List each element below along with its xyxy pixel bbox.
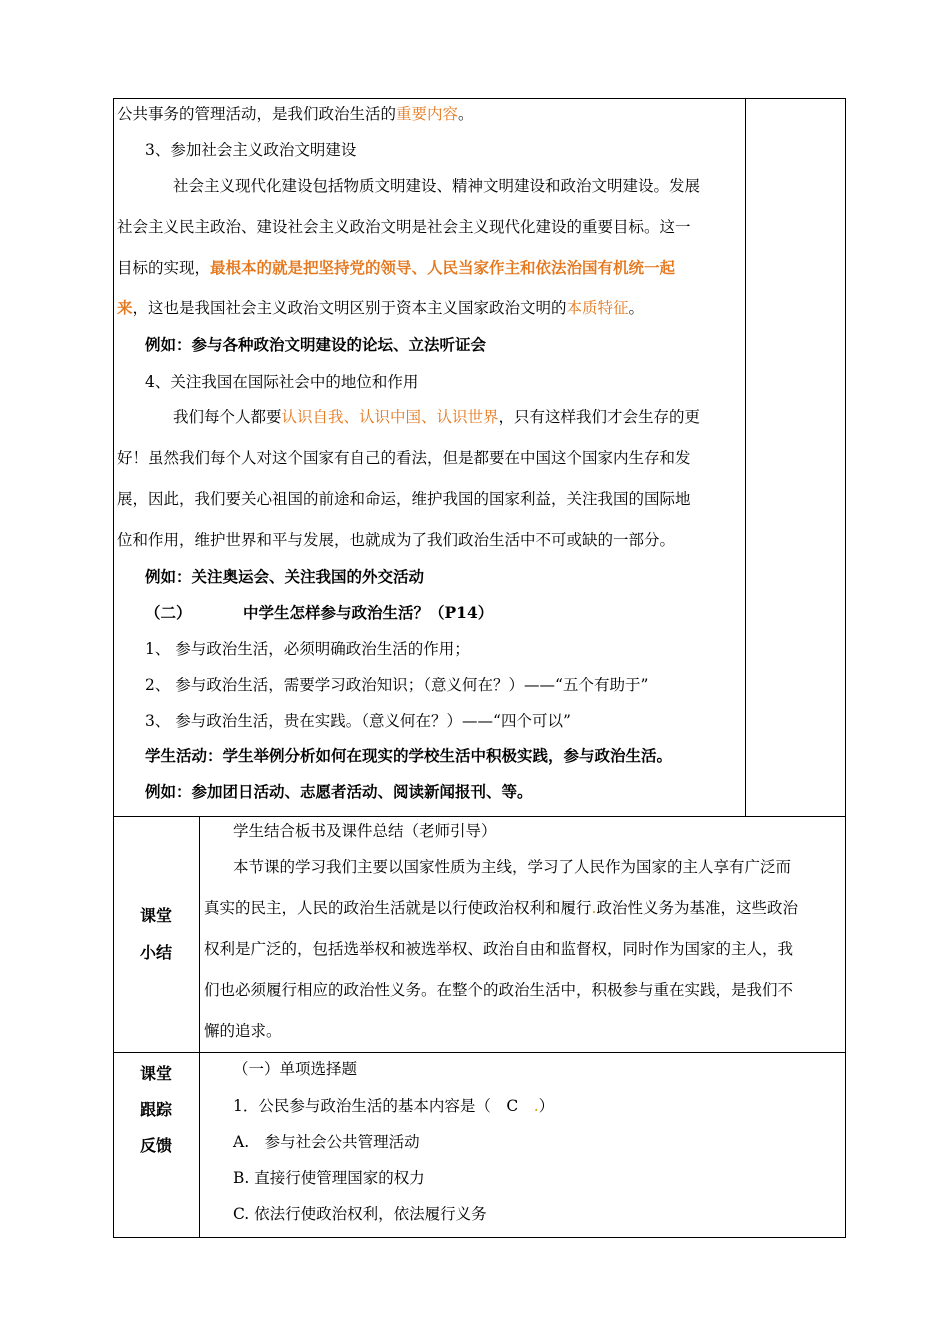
summary-line: 本节课的学习我们主要以国家性质为主线，学习了人民作为国家的主人享有广泛而 bbox=[233, 858, 792, 876]
paragraph-line: 展，因此，我们要关心祖国的前途和命运，维护我国的国家利益，关注我国的国际地 bbox=[117, 490, 691, 508]
right-column-divider bbox=[745, 98, 746, 816]
text: 目标的实现， bbox=[117, 259, 211, 277]
summary-label-2: 小结 bbox=[139, 943, 172, 962]
example-line: 例如：关注奥运会、关注我国的外交活动 bbox=[145, 567, 425, 586]
summary-line: 学生结合板书及课件总结（老师引导） bbox=[233, 822, 497, 840]
summary-line: 们也必须履行相应的政治性义务。在整个的政治生活中，积极参与重在实践，是我们不 bbox=[204, 981, 794, 999]
highlight-text: 本质特征 bbox=[566, 299, 629, 317]
list-item: 1、 参与政治生活，必须明确政治生活的作用； bbox=[145, 640, 470, 658]
part2-number: （二） bbox=[145, 603, 192, 622]
marker-dot: . bbox=[533, 1097, 539, 1115]
text: 真实的民主，人民的政治生活就是以行使政治权利和履行 bbox=[204, 899, 592, 917]
row-divider-2 bbox=[113, 1052, 846, 1053]
list-item: 3、 参与政治生活，贵在实践。（意义何在？）——“四个可以” bbox=[145, 712, 571, 730]
paragraph-line: 社会主义民主政治、建设社会主义政治文明是社会主义现代化建设的重要目标。这一 bbox=[117, 218, 691, 236]
text: ） bbox=[538, 1097, 555, 1115]
activity-line: 学生活动：学生举例分析如何在现实的学校生活中积极实践，参与政治生活。 bbox=[145, 746, 673, 765]
text: 政治性义务为基准，这些政治 bbox=[596, 899, 798, 917]
text: 1．公民参与政治生活的基本内容是（ C bbox=[233, 1097, 534, 1115]
label-column-divider bbox=[199, 816, 200, 1238]
part2-title: 中学生怎样参与政治生活？（P14） bbox=[243, 603, 494, 622]
feedback-heading: （一）单项选择题 bbox=[233, 1060, 358, 1078]
text: 我们每个人都要 bbox=[173, 408, 282, 426]
summary-label-1: 课堂 bbox=[139, 906, 172, 925]
paragraph-line: 位和作用，维护世界和平与发展，也就成为了我们政治生活中不可或缺的一部分。 bbox=[117, 531, 676, 549]
highlight-text: 重要内容 bbox=[396, 105, 459, 123]
row-divider-1 bbox=[113, 816, 846, 817]
feedback-label-2: 跟踪 bbox=[139, 1100, 172, 1119]
paragraph-line bbox=[117, 258, 675, 278]
text: ，只有这样我们才会生存的更 bbox=[498, 408, 701, 426]
list-item: 2、 参与政治生活，需要学习政治知识；（意义何在？）——“五个有助于” bbox=[145, 676, 649, 694]
feedback-label-3: 反馈 bbox=[139, 1136, 172, 1155]
item4-heading: 4、关注我国在国际社会中的地位和作用 bbox=[145, 373, 419, 391]
marker-dot: . bbox=[591, 899, 597, 917]
summary-line: 权利是广泛的，包括选举权和被选举权、政治自由和监督权，同时作为国家的主人，我 bbox=[204, 940, 794, 958]
text: 。 bbox=[458, 105, 474, 123]
example-line: 例如：参与各种政治文明建设的论坛、立法听证会 bbox=[145, 335, 487, 354]
highlight-text: 来 bbox=[117, 298, 133, 317]
option-c: C. 依法行使政治权利，依法履行义务 bbox=[233, 1205, 487, 1223]
item3-heading: 3、参加社会主义政治文明建设 bbox=[145, 141, 357, 159]
summary-line: 懈的追求。 bbox=[204, 1022, 282, 1040]
text: ，这也是我国社会主义政治文明区别于资本主义国家政治文明的 bbox=[132, 299, 567, 317]
example-line: 例如：参加团日活动、志愿者活动、阅读新闻报刊、等。 bbox=[145, 782, 533, 801]
summary-line bbox=[204, 898, 798, 918]
text-line bbox=[117, 104, 474, 124]
question-line bbox=[233, 1096, 554, 1116]
paragraph-line bbox=[117, 298, 644, 318]
text: 。 bbox=[628, 299, 645, 317]
highlight-text: 认识自我、认识中国、认识世界 bbox=[281, 408, 499, 426]
text: 公共事务的管理活动，是我们政治生活的 bbox=[117, 105, 397, 123]
highlight-text: 最根本的就是把坚持党的领导、人民当家作主和依法治国有机统一起 bbox=[210, 258, 676, 277]
paragraph-line: 好！虽然我们每个人对这个国家有自己的看法，但是都要在中国这个国家内生存和发 bbox=[117, 449, 691, 467]
option-b: B. 直接行使管理国家的权力 bbox=[233, 1169, 425, 1187]
feedback-label-1: 课堂 bbox=[139, 1064, 172, 1083]
option-a: A. 参与社会公共管理活动 bbox=[233, 1133, 420, 1151]
paragraph-line bbox=[173, 407, 700, 427]
paragraph-line: 社会主义现代化建设包括物质文明建设、精神文明建设和政治文明建设。发展 bbox=[173, 177, 701, 195]
